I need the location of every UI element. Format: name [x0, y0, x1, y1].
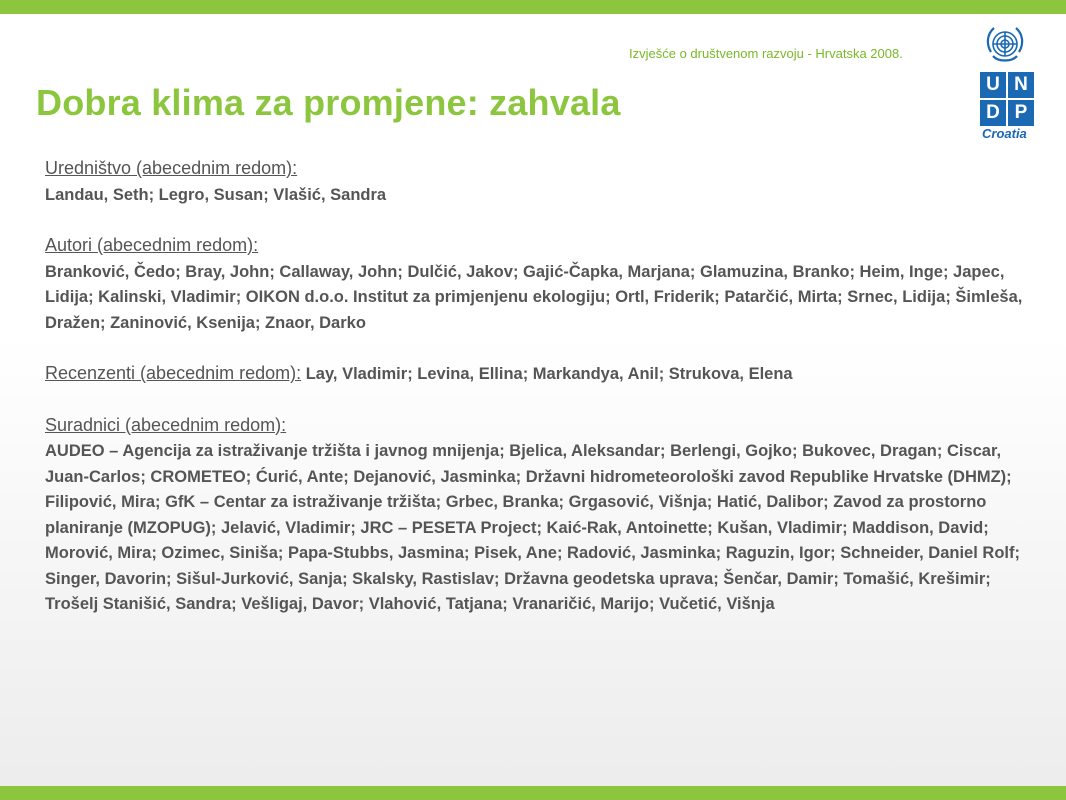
logo-letter-n: N: [1008, 72, 1034, 98]
section-contributors: [45, 413, 1030, 618]
section-text: AUDEO – Agencija za istraživanje tržišta i javnog mnijenja; Bjelica, Aleksandar; Berlengi, Gojko; Bukovec, Dragan; Ciscar, Juan-Carlos; CROMETEO; Ćurić, Ante; Dejanović, Jasminka; Državni hidrometeorološki zavod Republike Hrvatske (DHMZ); Filipović, Mira; GfK – Centar za istraživanje tržišta; Grbec, Branka; Grgasović, Višnja; Hatić, Dalibor; Zavod za prostorno planiranje (MZOPUG); Jelavić, Vladimir; JRC – PESETA Project; Kaić-Rak, Antoinette; Kušan, Vladimir; Maddison, David; Morović, Mira; Ozimec, Siniša; Papa-Stubbs, Jasmina; Pisek, Ane; Radović, Jasminka; Raguzin, Igor; Schneider, Daniel Rolf; Singer, Davorin; Sišul-Jurković, Sanja; Skalsky, Rastislav; Državna geodetska uprava; Šenčar, Damir; Tomašić, Krešimir; Trošelj Stanišić, Sandra; Vešligaj, Davor; Vlahović, Tatjana; Vranaričić, Marijo; Vučetić, Višnja: [45, 442, 1020, 613]
logo-letter-p: P: [1008, 100, 1034, 126]
logo-country: Croatia: [982, 126, 1027, 141]
bottom-accent-bar: [0, 786, 1066, 800]
logo-letter-u: U: [980, 72, 1006, 98]
section-heading: Uredništvo (abecednim redom):: [45, 158, 298, 178]
acknowledgements-content: [45, 156, 1030, 643]
undp-logo: [977, 22, 1035, 144]
section-reviewers: [45, 361, 1030, 388]
section-editorial: [45, 156, 1030, 208]
section-text: Landau, Seth; Legro, Susan; Vlašić, Sandra: [45, 185, 387, 204]
section-heading: Autori (abecednim redom):: [45, 235, 259, 255]
logo-letter-d: D: [980, 100, 1006, 126]
section-heading: Recenzenti (abecednim redom):: [45, 363, 302, 383]
section-text: Branković, Čedo; Bray, John; Callaway, John; Dulčić, Jakov; Gajić-Čapka, Marjana; Glamuzina, Branko; Heim, Inge; Japec, Lidija; Kalinski, Vladimir; OIKON d.o.o. Institut za primjenjenu ekologiju; Ortl, Friderik; Patarčić, Mirta; Srnec, Lidija; Šimleša, Dražen; Zaninović, Ksenija; Znaor, Darko: [45, 262, 1023, 332]
section-text: Lay, Vladimir; Levina, Ellina; Markandya, Anil; Strukova, Elena: [301, 365, 793, 383]
page-title: Dobra klima za promjene: zahvala: [36, 82, 621, 123]
un-emblem-icon: [982, 22, 1028, 68]
report-title: Izvješće o društvenom razvoju - Hrvatska 2008.: [629, 46, 903, 61]
section-heading: Suradnici (abecednim redom):: [45, 414, 287, 435]
top-accent-bar: [0, 0, 1066, 14]
section-authors: [45, 233, 1030, 336]
